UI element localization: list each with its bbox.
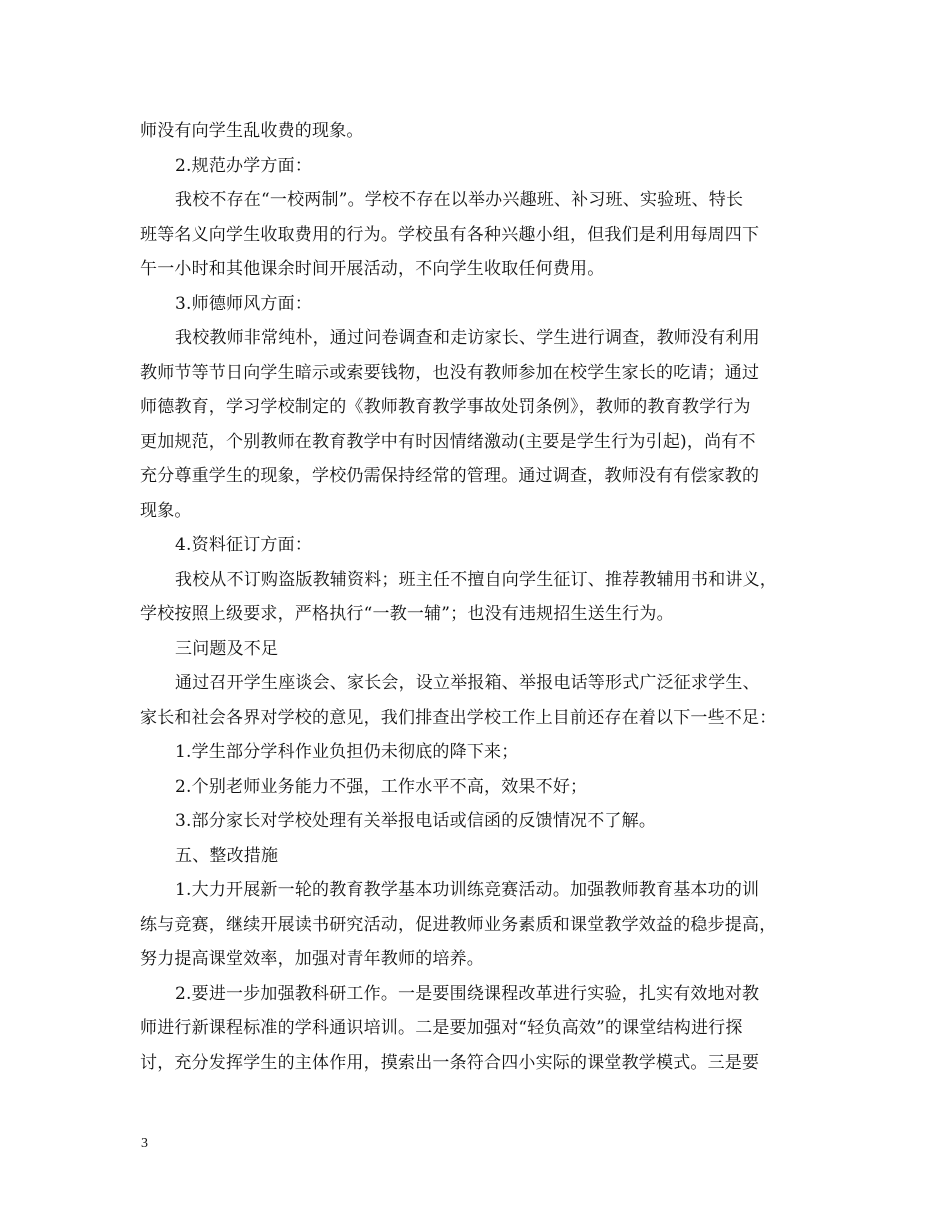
text-line: 1.学生部分学科作业负担仍未彻底的降下来； [175, 742, 519, 762]
text-line: 师进行新课程标准的学科通识培训。二是要加强对“轻负高效”的课堂结构进行探 [140, 1018, 743, 1038]
text-line: 讨，充分发挥学生的主体作用，摸索出一条符合四小实际的课堂教学模式。三是要 [140, 1052, 760, 1073]
page-number: 3 [141, 1136, 148, 1151]
text-line: 2.要进一步加强教科研工作。一是要围绕课程改革进行实验，扎实有效地对教 [175, 983, 760, 1004]
text-line: 师没有向学生乱收费的现象。 [140, 121, 364, 141]
text-line: 午一小时和其他课余时间开展活动，不向学生收取任何费用。 [140, 259, 605, 279]
text-line: 2.个别老师业务能力不强，工作水平不高，效果不好； [175, 776, 588, 797]
text-line: 五、整改措施 [175, 845, 279, 866]
text-line: 班等名义向学生收取费用的行为。学校虽有各种兴趣小组，但我们是利用每周四下 [140, 224, 760, 245]
text-line: 充分尊重学生的现象，学校仍需保持经常的管理。通过调查，教师没有有偿家教的 [140, 466, 760, 486]
text-line: 师德教育，学习学校制定的《教师教育教学事故处罚条例》，教师的教育教学行为 [140, 397, 751, 417]
text-line: 通过召开学生座谈会、家长会，设立举报箱、举报电话等形式广泛征求学生、 [175, 673, 760, 693]
text-line: 三问题及不足 [175, 638, 279, 659]
text-line: 家长和社会各界对学校的意见，我们排查出学校工作上目前还存在着以下一些不足： [140, 707, 777, 728]
text-line: 我校教师非常纯朴，通过问卷调查和走访家长、学生进行调查，教师没有利用 [175, 328, 760, 348]
text-line: 教师节等节日向学生暗示或索要钱物，也没有教师参加在校学生家长的吃请；通过 [140, 362, 760, 383]
text-line: 2.规范办学方面： [175, 155, 313, 176]
text-line: 1.大力开展新一轮的教育教学基本功训练竞赛活动。加强教师教育基本功的训 [175, 880, 760, 900]
text-line: 我校不存在“一校两制”。学校不存在以举办兴趣班、补习班、实验班、特长 [175, 190, 744, 210]
text-line: 3.部分家长对学校处理有关举报电话或信函的反馈情况不了解。 [175, 811, 657, 831]
text-line: 练与竞赛，继续开展读书研究活动，促进教师业务素质和课堂教学效益的稳步提高， [140, 914, 777, 935]
text-line: 4.资料征订方面： [175, 535, 313, 555]
text-line: 更加规范，个别教师在教育教学中有时因情绪激动(主要是学生行为引起)，尚有不 [140, 431, 756, 452]
text-line: 3.师德师风方面： [175, 293, 313, 314]
text-line: 努力提高课堂效率，加强对青年教师的培养。 [140, 949, 484, 969]
text-line: 我校从不订购盗版教辅资料；班主任不擅自向学生征订、推荐教辅用书和讲义， [175, 569, 777, 590]
page-body-text [140, 114, 830, 1080]
text-line: 现象。 [140, 500, 192, 521]
text-line: 学校按照上级要求，严格执行“一教一辅”；也没有违规招生送生行为。 [140, 604, 674, 624]
